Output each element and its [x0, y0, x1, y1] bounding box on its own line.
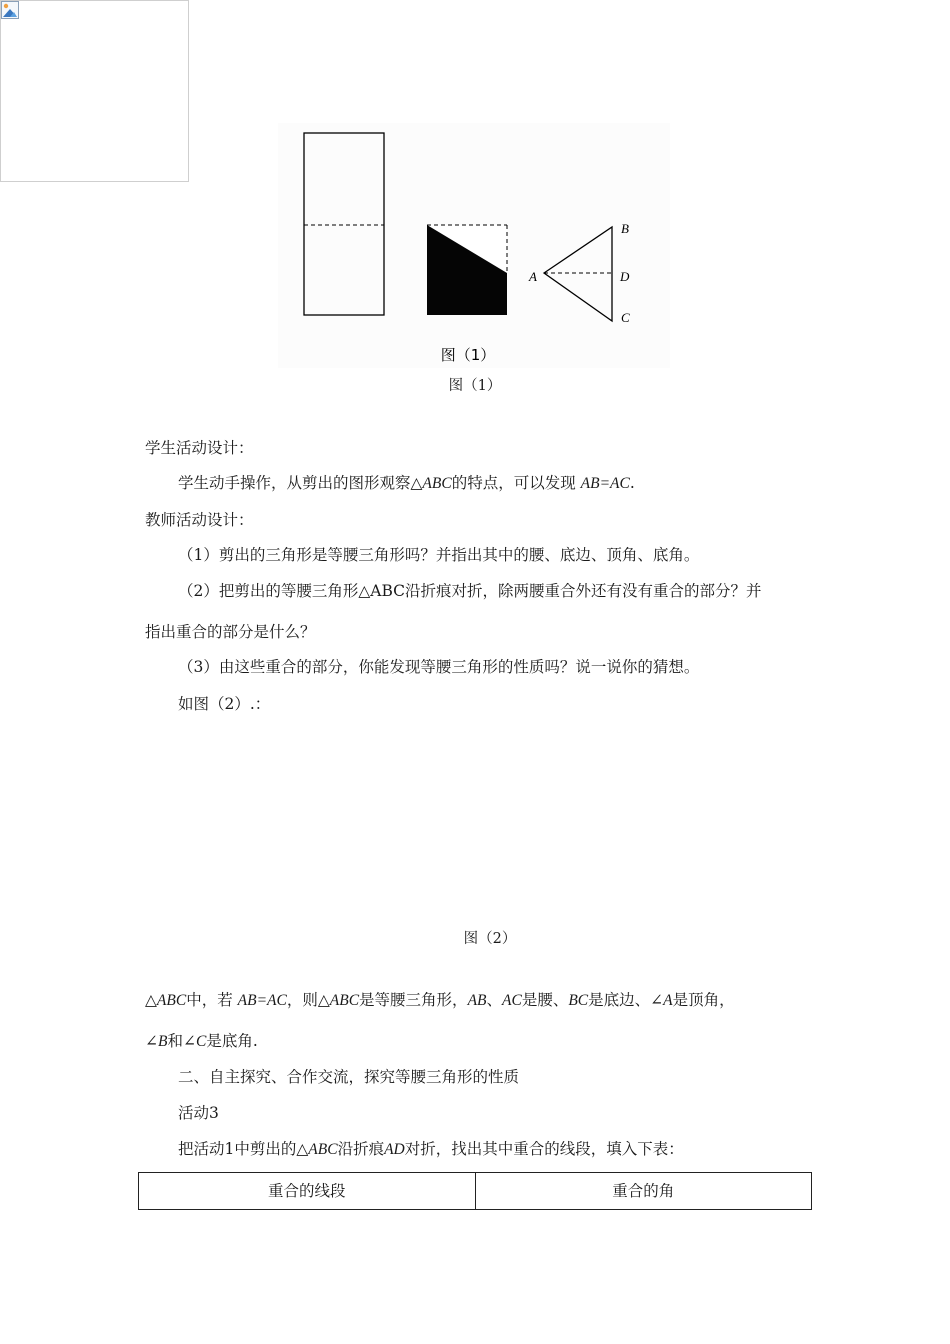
- label-d: D: [620, 269, 630, 284]
- table-header-angles: 重合的角: [475, 1173, 812, 1210]
- figure-2: [0, 0, 189, 182]
- definition-line-2: ∠B和∠C是底角.: [145, 1032, 258, 1050]
- label-b: B: [621, 221, 629, 236]
- table-header-row: [139, 1173, 812, 1210]
- student-text: 学生动手操作，从剪出的图形观察△ABC的特点，可以发现 AB=AC.: [178, 474, 635, 492]
- figure-2-reference: 如图（2）.：: [178, 695, 271, 713]
- question-2-line-1: （2）把剪出的等腰三角形△ABC沿折痕对折，除两腰重合外还有没有重合的部分？并: [178, 582, 762, 600]
- activity-3-text: 把活动1中剪出的△ABC沿折痕AD对折，找出其中重合的线段，填入下表：: [178, 1140, 684, 1158]
- broken-image-icon: [1, 1, 19, 19]
- figure-2-caption: 图（2）: [463, 931, 517, 947]
- question-3: （3）由这些重合的部分，你能发现等腰三角形的性质吗？说一说你的猜想。: [178, 658, 700, 676]
- label-a: A: [529, 269, 537, 284]
- triangle-abc: [544, 227, 612, 321]
- overlap-table: [138, 1172, 812, 1210]
- figure-1-diagram: [278, 123, 670, 368]
- table-header-segments: 重合的线段: [139, 1173, 476, 1210]
- question-1: （1）剪出的三角形是等腰三角形吗？并指出其中的腰、底边、顶角、底角。: [178, 546, 700, 564]
- student-heading: 学生活动设计：: [145, 439, 254, 457]
- figure-1: [278, 123, 670, 368]
- section-2-heading: 二、自主探究、合作交流，探究等腰三角形的性质: [178, 1068, 520, 1086]
- figure-1-inner-caption: 图（1）: [440, 346, 496, 364]
- definition-line-1: △ABC中，若 AB=AC，则△ABC是等腰三角形，AB、AC是腰、BC是底边、∠A是顶角，: [145, 991, 735, 1009]
- label-c: C: [621, 310, 630, 325]
- teacher-heading: 教师活动设计：: [145, 511, 254, 529]
- question-2-line-2: 指出重合的部分是什么？: [145, 623, 316, 641]
- activity-3-title: 活动3: [178, 1104, 219, 1122]
- paper-rectangle: [304, 133, 384, 315]
- figure-1-caption: 图（1）: [448, 378, 502, 394]
